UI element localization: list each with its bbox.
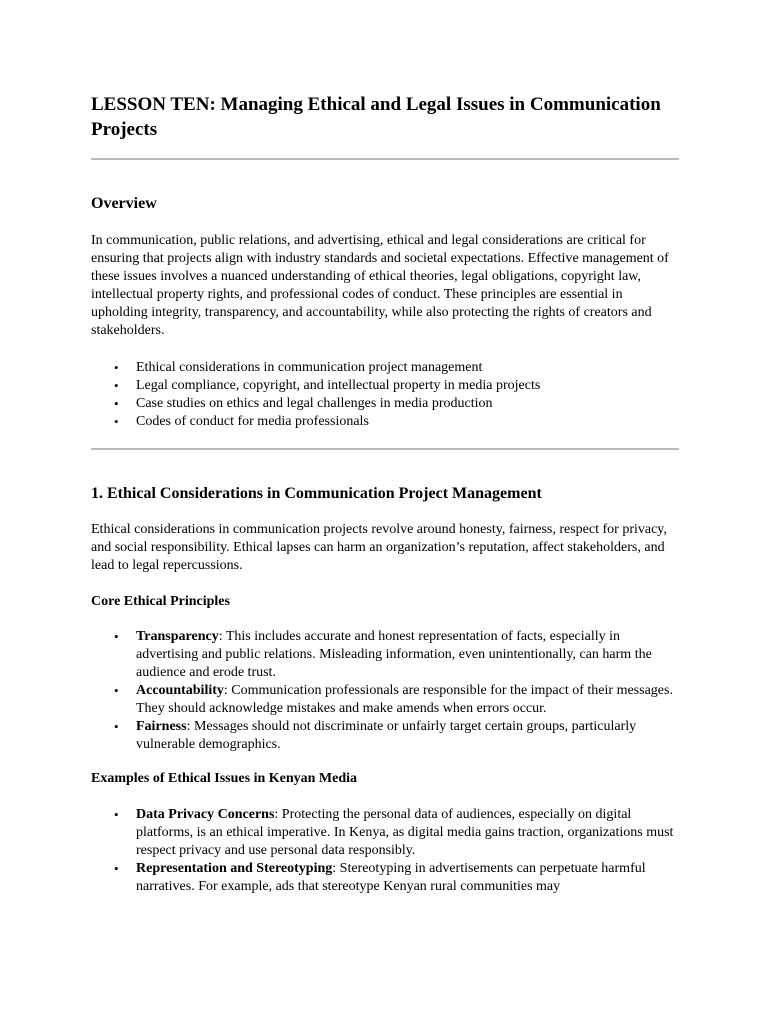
core-principles-list <box>91 628 679 754</box>
definition: : Communication professionals are responsible for the impact of their messages. They should acknowledge mistakes and make amends when errors occur. <box>136 683 673 716</box>
term: Representation and Stereotyping <box>136 861 333 876</box>
term: Data Privacy Concerns <box>136 807 275 822</box>
list-item <box>136 806 679 860</box>
list-item: • Codes of conduct for media professionals <box>136 413 679 431</box>
examples-heading: Examples of Ethical Issues in Kenyan Media <box>91 771 358 786</box>
term: Transparency <box>136 629 219 644</box>
section-paragraph: Ethical considerations in communication projects revolve around honesty, fairness, respect for privacy, and social responsibility. Ethical lapses can harm an organization’s reputation, affect stakeholders, and lead to legal repercussions. <box>91 522 667 573</box>
term: Accountability <box>136 683 224 698</box>
list-item <box>136 628 679 682</box>
core-principles-heading: Core Ethical Principles <box>91 594 230 609</box>
list-item <box>136 718 679 754</box>
lesson-title: LESSON TEN: Managing Ethical and Legal Issues in Communication Projects <box>91 94 661 140</box>
overview-list <box>91 359 679 431</box>
divider <box>91 158 679 160</box>
section-heading: 1. Ethical Considerations in Communication Project Management <box>91 485 542 502</box>
definition: : Stereotyping in advertisements can perpetuate harmful narratives. For example, ads that stereotype Kenyan rural communities may <box>136 861 646 894</box>
definition: : Protecting the personal data of audiences, especially on digital platforms, is an ethical imperative. In Kenya, as digital media gains traction, organizations must respect privacy and use personal data responsibly. <box>136 807 674 858</box>
overview-heading: Overview <box>91 195 157 212</box>
list-item <box>136 682 679 718</box>
document-content <box>91 92 679 896</box>
list-item: • Case studies on ethics and legal challenges in media production <box>136 395 679 413</box>
list-item <box>136 860 679 896</box>
divider <box>91 448 679 450</box>
term: Fairness <box>136 719 187 734</box>
examples-list <box>91 806 679 896</box>
list-item: • Ethical considerations in communication project management <box>136 359 679 377</box>
definition: : Messages should not discriminate or unfairly target certain groups, particularly vulnerable demographics. <box>136 719 637 752</box>
overview-paragraph: In communication, public relations, and advertising, ethical and legal considerations are critical for ensuring that projects align with industry standards and societal expectations. Effective management of these issues involves a nuanced understanding of ethical theories, legal obligations, copyright law, intellectual property rights, and professional codes of conduct. These principles are essential in upholding integrity, transparency, and accountability, while also protecting the rights of creators and stakeholders. <box>91 233 669 338</box>
definition: : This includes accurate and honest representation of facts, especially in advertising and public relations. Misleading information, even unintentionally, can harm the audience and erode trust. <box>136 629 652 680</box>
list-item: • Legal compliance, copyright, and intellectual property in media projects <box>136 377 679 395</box>
